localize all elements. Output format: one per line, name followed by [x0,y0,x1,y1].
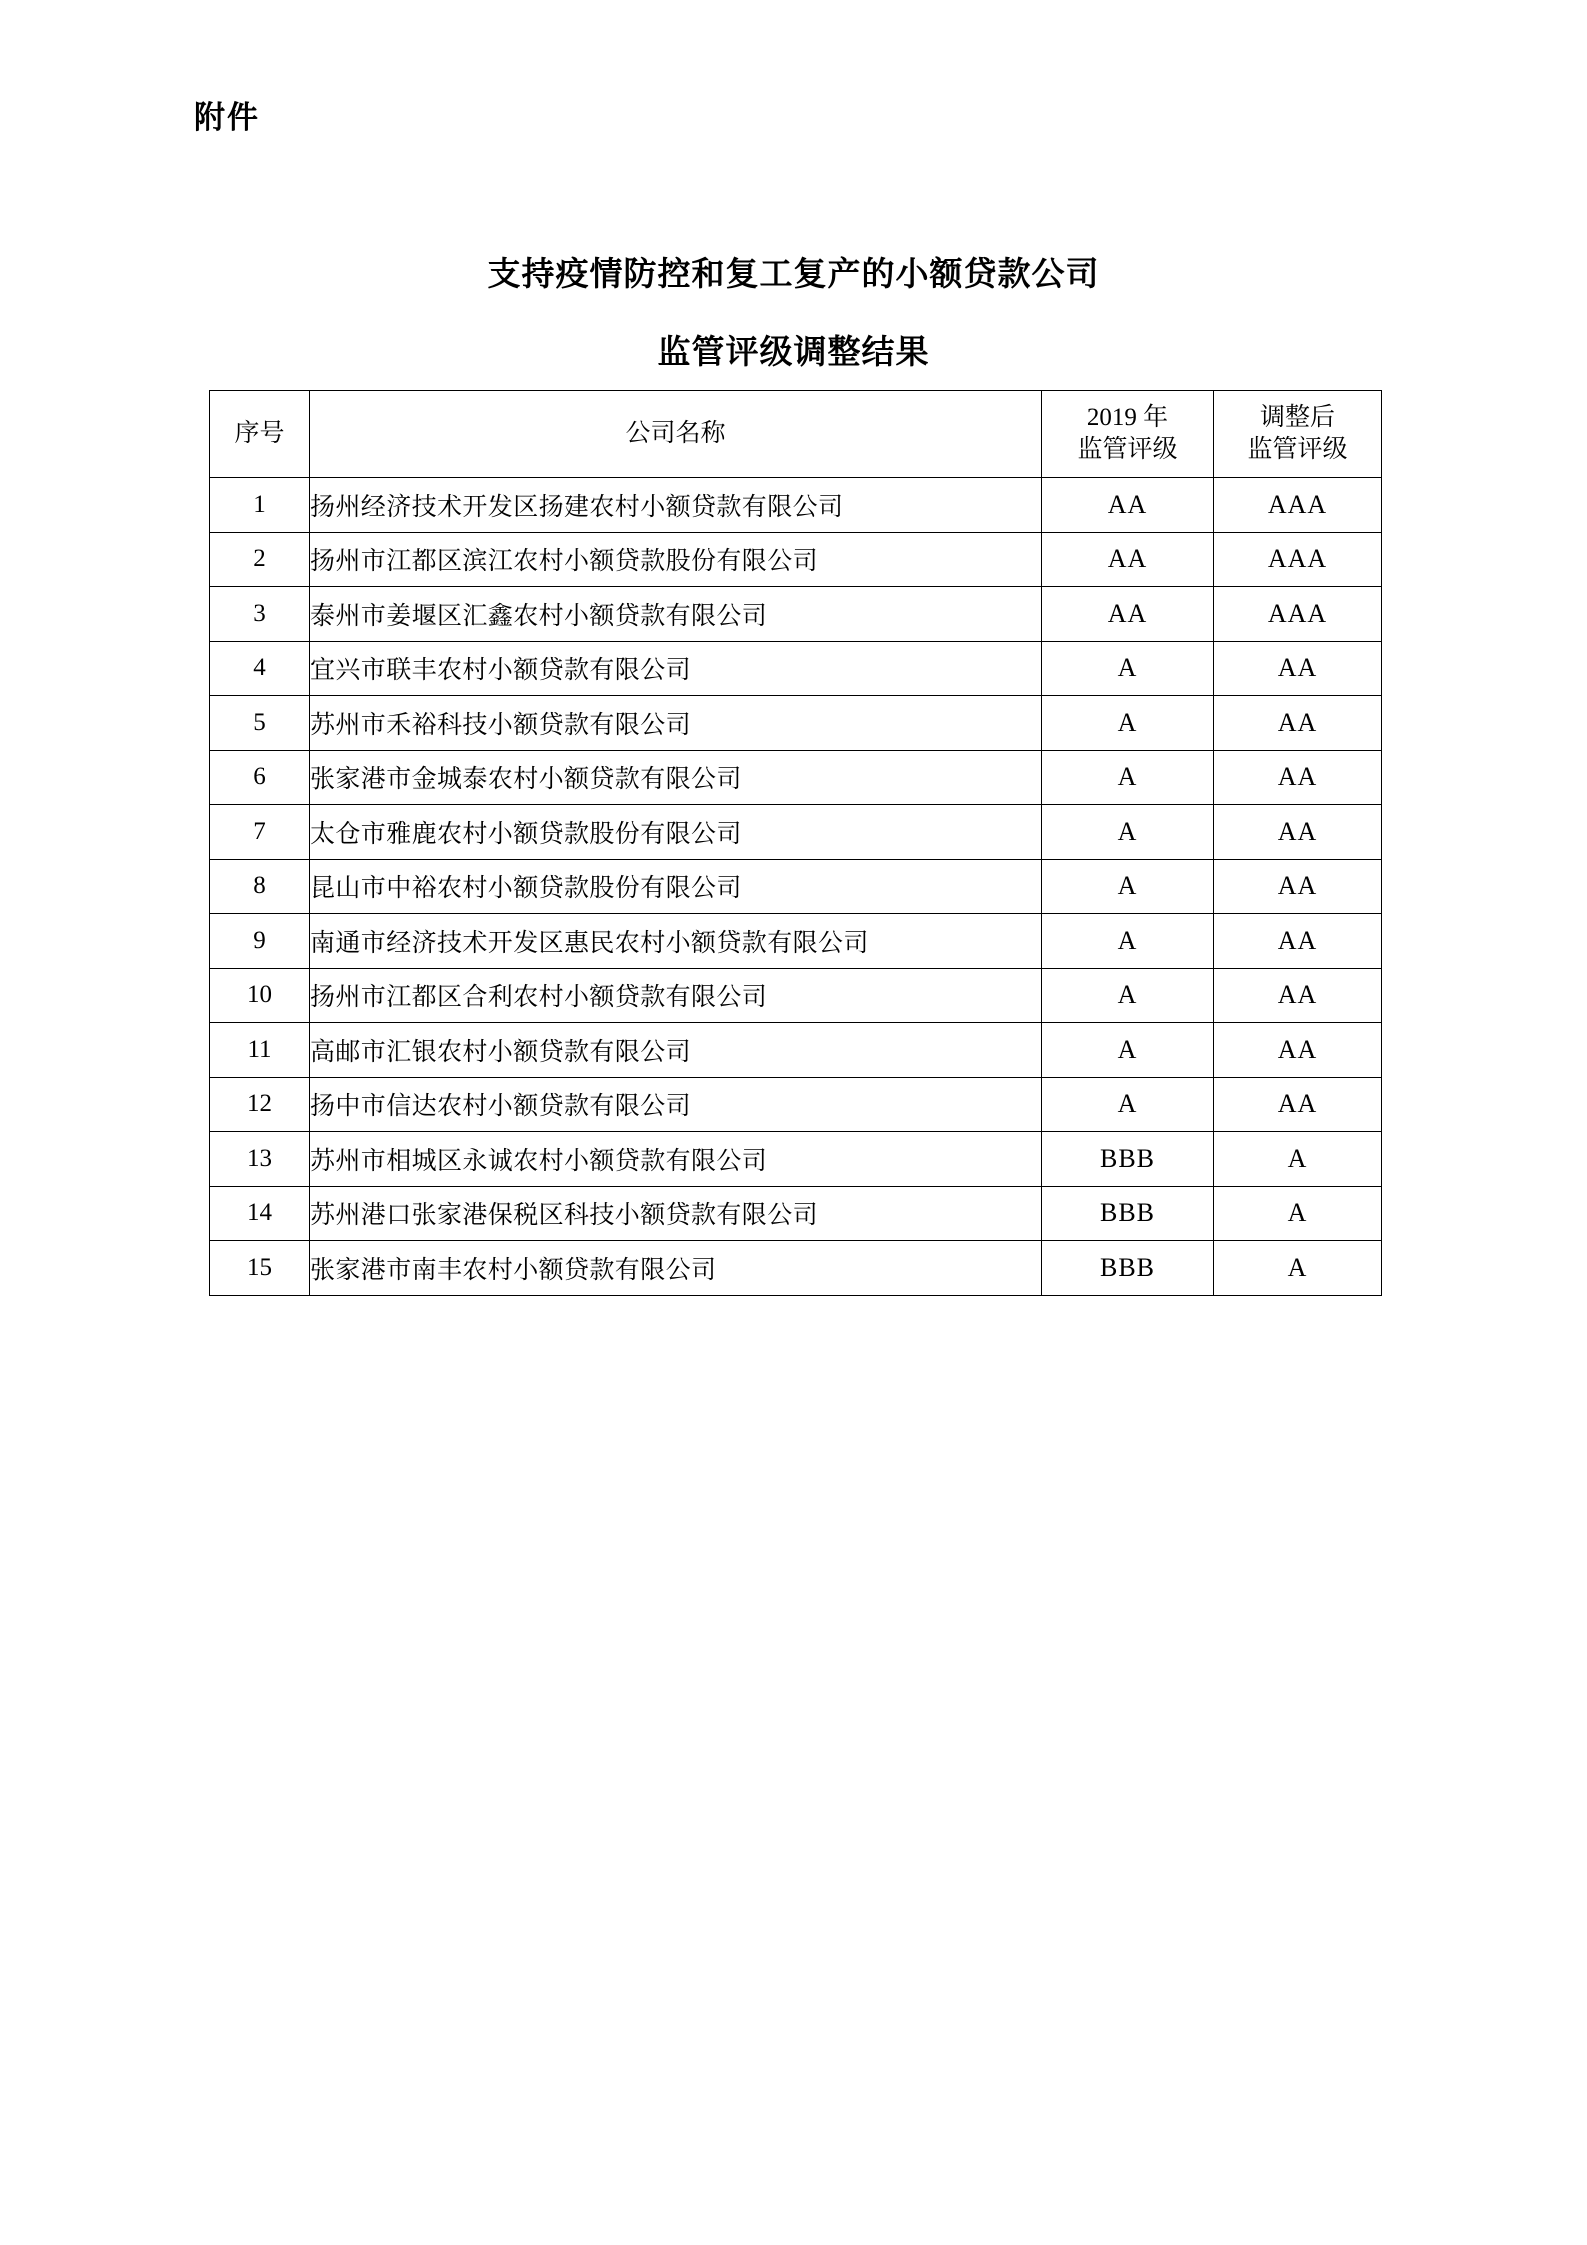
column-header-rating-adjusted [1214,391,1382,478]
column-header-rating-adjusted-line2: 监管评级 [1247,436,1348,463]
cell-company: 扬州市江都区合利农村小额贷款有限公司 [310,968,1042,1023]
cell-index: 8 [210,859,310,914]
cell-company: 太仓市雅鹿农村小额贷款股份有限公司 [310,805,1042,860]
page-subtitle: 监管评级调整结果 [657,332,930,371]
cell-company: 昆山市中裕农村小额贷款股份有限公司 [310,859,1042,914]
rating-table-container [209,390,1381,1296]
cell-index: 9 [210,914,310,969]
cell-index: 5 [210,696,310,751]
cell-company: 张家港市金城泰农村小额贷款有限公司 [310,750,1042,805]
table-row [210,1132,1382,1187]
table-row [210,1241,1382,1296]
column-header-rating-2019-line1: 2019 年 [1086,403,1169,431]
table-header [210,391,1382,478]
cell-index: 3 [210,587,310,642]
table-row [210,805,1382,860]
cell-rating-2019: BBB [1042,1186,1214,1241]
cell-rating-adjusted: AAA [1214,587,1382,642]
table-row [210,1023,1382,1078]
cell-rating-2019: BBB [1042,1241,1214,1296]
page-title: 支持疫情防控和复工复产的小额贷款公司 [487,254,1100,293]
cell-index: 7 [210,805,310,860]
cell-rating-adjusted: AAA [1214,478,1382,533]
column-header-index: 序号 [210,391,310,478]
cell-index: 13 [210,1132,310,1187]
cell-rating-adjusted: AA [1214,968,1382,1023]
rating-table [209,390,1382,1296]
cell-company: 苏州市禾裕科技小额贷款有限公司 [310,696,1042,751]
cell-company: 南通市经济技术开发区惠民农村小额贷款有限公司 [310,914,1042,969]
cell-index: 12 [210,1077,310,1132]
cell-index: 6 [210,750,310,805]
cell-index: 11 [210,1023,310,1078]
table-row [210,1077,1382,1132]
column-header-company: 公司名称 [310,391,1042,478]
cell-company: 扬州经济技术开发区扬建农村小额贷款有限公司 [310,478,1042,533]
table-row [210,641,1382,696]
cell-rating-adjusted: AAA [1214,532,1382,587]
cell-index: 10 [210,968,310,1023]
cell-index: 2 [210,532,310,587]
cell-rating-adjusted: AA [1214,1023,1382,1078]
column-header-rating-2019-line2: 监管评级 [1077,436,1178,463]
cell-index: 4 [210,641,310,696]
table-row [210,1186,1382,1241]
cell-company: 扬中市信达农村小额贷款有限公司 [310,1077,1042,1132]
cell-rating-2019: A [1042,1023,1214,1078]
column-header-rating-2019 [1042,391,1214,478]
cell-rating-2019: A [1042,914,1214,969]
table-row [210,587,1382,642]
cell-index: 1 [210,478,310,533]
cell-rating-2019: AA [1042,587,1214,642]
cell-rating-adjusted: AA [1214,859,1382,914]
cell-rating-adjusted: AA [1214,914,1382,969]
cell-rating-2019: A [1042,1077,1214,1132]
cell-rating-2019: A [1042,968,1214,1023]
cell-company: 苏州港口张家港保税区科技小额贷款有限公司 [310,1186,1042,1241]
cell-rating-adjusted: AA [1214,1077,1382,1132]
cell-rating-adjusted: AA [1214,641,1382,696]
attachment-label: 附件 [194,100,260,136]
table-row [210,968,1382,1023]
cell-rating-adjusted: AA [1214,696,1382,751]
cell-company: 高邮市汇银农村小额贷款有限公司 [310,1023,1042,1078]
column-header-rating-adjusted-line1: 调整后 [1259,403,1335,431]
cell-rating-adjusted: A [1214,1241,1382,1296]
table-row [210,696,1382,751]
table-row [210,478,1382,533]
cell-index: 15 [210,1241,310,1296]
cell-index: 14 [210,1186,310,1241]
cell-rating-2019: A [1042,641,1214,696]
cell-rating-2019: AA [1042,478,1214,533]
cell-company: 张家港市南丰农村小额贷款有限公司 [310,1241,1042,1296]
cell-rating-2019: BBB [1042,1132,1214,1187]
cell-rating-adjusted: AA [1214,750,1382,805]
table-row [210,859,1382,914]
table-body [210,478,1382,1296]
cell-company: 苏州市相城区永诚农村小额贷款有限公司 [310,1132,1042,1187]
cell-rating-2019: A [1042,859,1214,914]
cell-company: 扬州市江都区滨江农村小额贷款股份有限公司 [310,532,1042,587]
table-row [210,914,1382,969]
table-header-row [210,391,1382,478]
cell-rating-2019: A [1042,696,1214,751]
cell-rating-adjusted: A [1214,1186,1382,1241]
cell-rating-2019: A [1042,805,1214,860]
cell-rating-adjusted: AA [1214,805,1382,860]
cell-company: 宜兴市联丰农村小额贷款有限公司 [310,641,1042,696]
cell-rating-2019: A [1042,750,1214,805]
cell-rating-adjusted: A [1214,1132,1382,1187]
table-row [210,532,1382,587]
table-row [210,750,1382,805]
cell-rating-2019: AA [1042,532,1214,587]
cell-company: 泰州市姜堰区汇鑫农村小额贷款有限公司 [310,587,1042,642]
